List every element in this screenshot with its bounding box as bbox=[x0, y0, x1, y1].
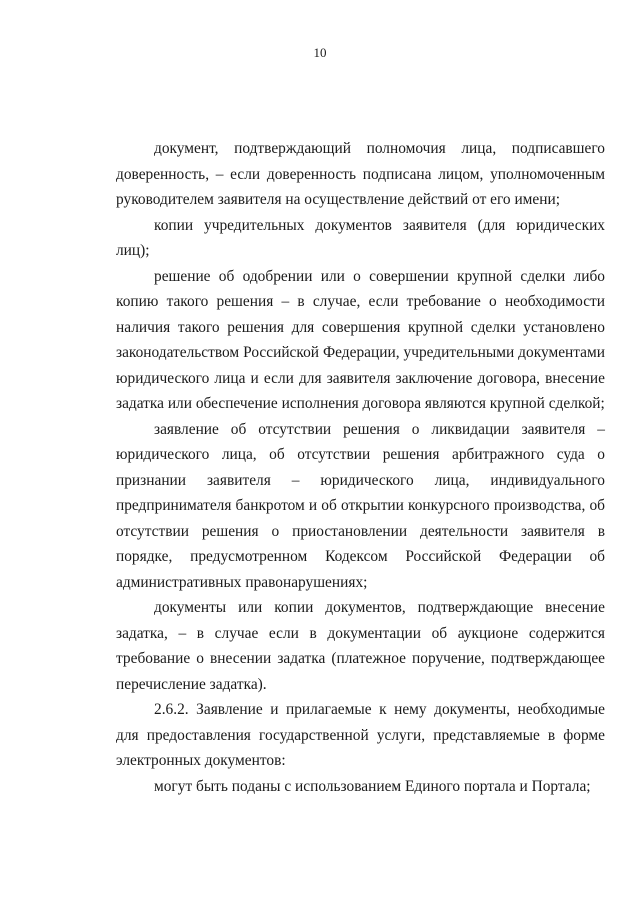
paragraph-deposit-documents: документы или копии документов, подтверждающие внесение задатка, – в случае если в документации об аукционе содержится требование о внесении задатка (платежное поручение, подтверждающее перечисление задатка). bbox=[116, 599, 605, 693]
paragraph-portal-submission: могут быть поданы с использованием Единого портала и Портала; bbox=[154, 777, 591, 795]
paragraph-major-transaction: решение об одобрении или о совершении крупной сделки либо копию такого решения – в случае, если требование о необходимости наличия такого решения для совершения крупной сделки установлено законодательством Российской Федерации, учредительными документами юридического лица и если для заявителя заключение договора, внесение задатка или обеспечение исполнения договора являются крупной сделкой; bbox=[116, 267, 605, 412]
document-body bbox=[116, 136, 605, 799]
paragraph-no-liquidation-statement: заявление об отсутствии решения о ликвидации заявителя – юридического лица, об отсутствии решения арбитражного суда о признании заявителя – юридического лица, индивидуального предпринимателя банкротом и об открытии конкурсного производства, об отсутствии решения о приостановлении деятельности заявителя в порядке, предусмотренном Кодексом Российской Федерации об административных правонарушениях; bbox=[116, 420, 605, 591]
paragraph-2-6-2: 2.6.2. Заявление и прилагаемые к нему документы, необходимые для предоставления государственной услуги, представляемые в форме электронных документов: bbox=[116, 701, 605, 769]
paragraph-founding-documents: копии учредительных документов заявителя (для юридических лиц); bbox=[116, 216, 605, 259]
paragraph-power-of-attorney: документ, подтверждающий полномочия лица, подписавшего доверенность, – если доверенность подписана лицом, уполномоченным руководителем заявителя на осуществление действий от его имени; bbox=[116, 140, 605, 208]
page-number: 10 bbox=[313, 45, 327, 60]
